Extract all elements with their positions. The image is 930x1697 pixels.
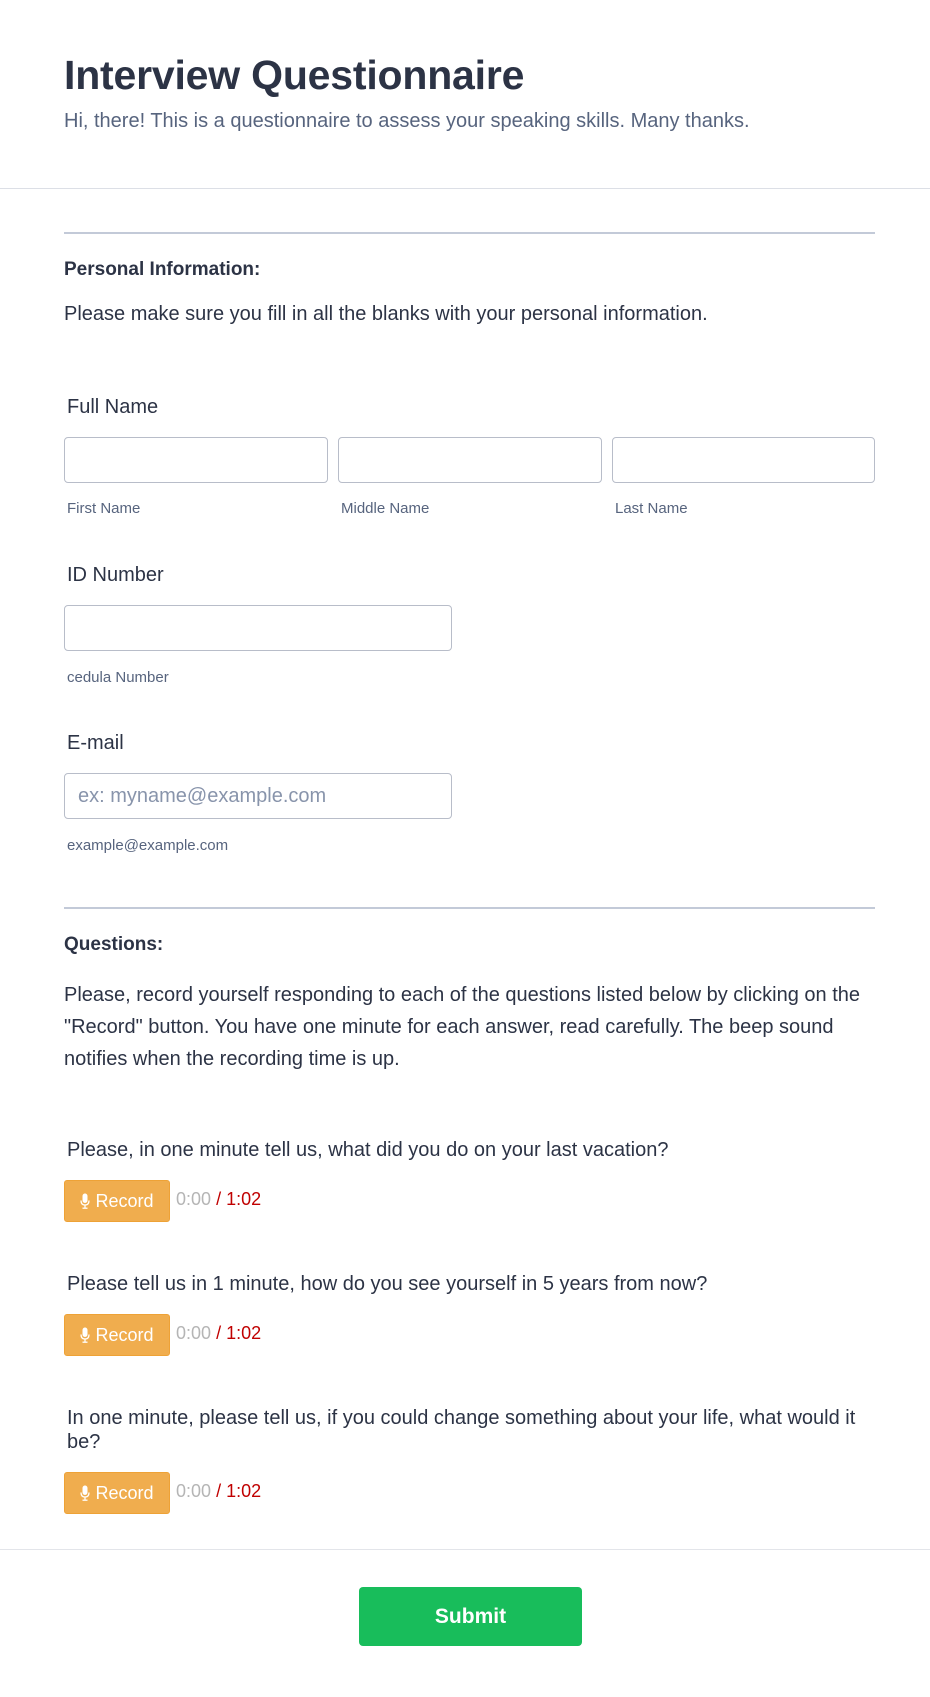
microphone-icon (80, 1485, 90, 1501)
record-button[interactable] (64, 1314, 170, 1356)
timer-total: / 1:02 (216, 1189, 262, 1209)
email-input[interactable] (64, 773, 452, 819)
personal-section-title: Personal Information: (64, 259, 261, 280)
submit-button[interactable]: Submit (359, 1587, 582, 1646)
record-button-label: Record (95, 1190, 154, 1211)
question-1-text: Please, in one minute tell us, what did you do on your last vacation? (67, 1139, 669, 1161)
last-name-sublabel: Last Name (615, 500, 688, 517)
question-2-text: Please tell us in 1 minute, how do you see yourself in 5 years from now? (67, 1273, 708, 1295)
email-label: E-mail (67, 732, 124, 754)
timer-current: 0:00 (176, 1189, 212, 1209)
recording-timer (176, 1189, 261, 1210)
id-number-input[interactable] (64, 605, 452, 651)
timer-current: 0:00 (176, 1481, 212, 1501)
form-header (0, 0, 930, 189)
record-button[interactable] (64, 1472, 170, 1514)
timer-total: / 1:02 (216, 1323, 262, 1343)
recording-timer (176, 1323, 261, 1344)
timer-total: / 1:02 (216, 1481, 262, 1501)
form-footer (0, 1549, 930, 1697)
full-name-label: Full Name (67, 396, 159, 418)
questions-section-title: Questions: (64, 934, 164, 955)
last-name-input[interactable] (612, 437, 875, 483)
questions-section-description: Please, record yourself responding to each of the questions listed below by clicking on the "Record" button. You have one minute for each answer, read carefully. The beep sound notifies when the recording time is up. (64, 984, 861, 1070)
timer-current: 0:00 (176, 1323, 212, 1343)
middle-name-sublabel: Middle Name (341, 500, 430, 517)
page-title: Interview Questionnaire (64, 52, 525, 98)
id-number-sublabel: cedula Number (67, 669, 169, 686)
id-number-label: ID Number (67, 564, 164, 586)
microphone-icon (80, 1193, 90, 1209)
email-sublabel: example@example.com (67, 837, 229, 854)
personal-section-description: Please make sure you fill in all the blanks with your personal information. (64, 303, 708, 325)
record-button-label: Record (95, 1324, 154, 1345)
microphone-icon (80, 1327, 90, 1343)
recording-timer (176, 1481, 261, 1502)
section-divider (64, 907, 875, 909)
middle-name-input[interactable] (338, 437, 602, 483)
page-subtitle: Hi, there! This is a questionnaire to assess your speaking skills. Many thanks. (64, 110, 750, 132)
record-button[interactable] (64, 1180, 170, 1222)
question-3-text: In one minute, please tell us, if you could change something about your life, what would it be? (67, 1407, 856, 1453)
record-button-label: Record (95, 1482, 154, 1503)
first-name-input[interactable] (64, 437, 328, 483)
first-name-sublabel: First Name (67, 500, 141, 517)
section-divider (64, 232, 875, 234)
